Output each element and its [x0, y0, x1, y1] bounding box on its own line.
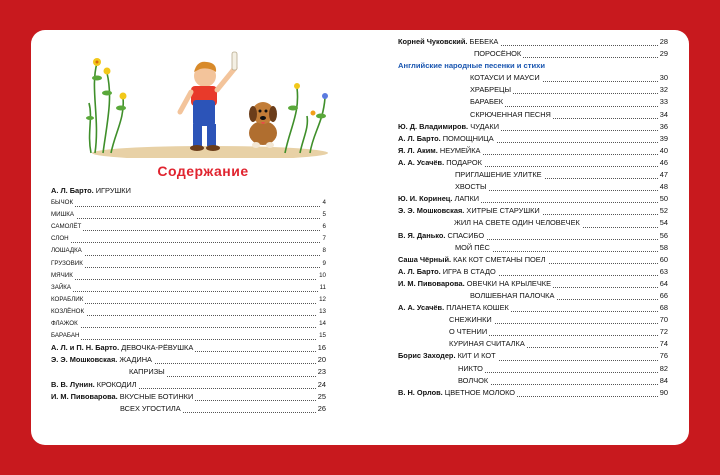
toc-page-number: 8 — [321, 245, 326, 257]
toc-title: ВОЛЧОК — [458, 375, 489, 385]
toc-page-number: 66 — [658, 290, 668, 302]
toc-page-number: 47 — [658, 169, 668, 181]
toc-page-number: 12 — [317, 294, 326, 306]
toc-title: ЦВЕТНОЕ МОЛОКО — [444, 387, 516, 397]
toc-title: БАРАБАН — [51, 332, 80, 340]
toc-title: ПОДАРОК — [446, 157, 482, 167]
toc-title: МОЙ ПЁС — [455, 242, 490, 252]
toc-author: И. М. Пивоварова. — [51, 391, 118, 401]
toc-title: БЫЧОК — [51, 199, 74, 207]
toc-title: КАПРИЗЫ — [129, 367, 165, 377]
toc-page-number: 15 — [317, 330, 326, 342]
toc-page-number: 7 — [321, 233, 326, 245]
toc-page-number: 32 — [658, 84, 668, 96]
toc-author: А. Л. и П. Н. Барто. — [51, 343, 120, 353]
toc-title: ОВЕЧКИ НА КРЫЛЕЧКЕ — [466, 278, 552, 288]
toc-title: КОТАУСИ И МАУСИ — [470, 73, 540, 83]
toc-author: И. М. Пивоварова. — [398, 278, 465, 288]
toc-title: О ЧТЕНИИ — [449, 327, 488, 337]
toc-entry-text — [120, 403, 183, 415]
toc-page-number: 34 — [658, 109, 668, 121]
toc-title: МЯЧИК — [51, 271, 73, 279]
toc-title: ПРИГЛАШЕНИЕ УЛИТКЕ — [455, 170, 542, 180]
toc-title: ПОРОСЁНОК — [474, 49, 522, 59]
toc-title: ГРУЗОВИК — [51, 259, 83, 267]
toc-section-heading: Английские народные песенки и стихи — [398, 61, 546, 71]
toc-author: Э. Э. Мошковская. — [51, 355, 118, 365]
page-title: Содержание — [157, 163, 249, 179]
toc-right-column — [398, 36, 668, 399]
toc-page-number: 29 — [658, 48, 668, 60]
toc-title: ИГРА В СТАДО — [442, 266, 496, 276]
toc-page-number: 72 — [658, 326, 668, 338]
toc-title: СПАСИБО — [447, 230, 485, 240]
toc-page-number: 50 — [658, 193, 668, 205]
toc-page-number: 56 — [658, 230, 668, 242]
toc-title: ХВОСТЫ — [455, 182, 487, 192]
toc-page-number: 14 — [317, 318, 326, 330]
toc-author: Саша Чёрный. — [398, 254, 452, 264]
toc-author: Борис Заходер. — [398, 351, 456, 361]
toc-page-number: 68 — [658, 302, 668, 314]
toc-page-number: 24 — [316, 379, 326, 391]
toc-title: ВСЕХ УГОСТИЛА — [120, 403, 181, 413]
toc-page-number: 28 — [658, 36, 668, 48]
toc-author: А. Л. Барто. — [51, 186, 94, 195]
toc-title: ХРАБРЕЦЫ — [470, 85, 512, 95]
toc-author: А. Л. Барто. — [398, 133, 441, 143]
boy-and-dog-illustration — [85, 38, 335, 158]
toc-page-number: 26 — [316, 403, 326, 415]
toc-entry-text — [398, 387, 517, 399]
toc-title: ПЛАНЕТА КОШЕК — [446, 303, 509, 313]
toc-author: В. Я. Данько. — [398, 230, 446, 240]
toc-title: КРОКОДИЛ — [96, 379, 137, 389]
toc-page-number: 84 — [658, 375, 668, 387]
toc-page-number: 90 — [658, 387, 668, 399]
toc-page-number: 4 — [321, 197, 326, 209]
toc-page-number: 52 — [658, 205, 668, 217]
toc-title: ДЕВОЧКА-РЁВУШКА — [121, 343, 194, 353]
toc-page-number: 10 — [317, 270, 326, 282]
toc-title: НИКТО — [458, 363, 483, 373]
toc-title: КУРИНАЯ СЧИТАЛКА — [449, 339, 525, 349]
toc-page-number: 63 — [658, 266, 668, 278]
toc-entry — [398, 48, 668, 60]
toc-page-number: 64 — [658, 278, 668, 290]
toc-title: КОРАБЛИК — [51, 295, 84, 303]
toc-page-number: 40 — [658, 145, 668, 157]
toc-page-number: 48 — [658, 181, 668, 193]
toc-title: КОЗЛЁНОК — [51, 307, 85, 315]
toc-title: МИШКА — [51, 211, 75, 219]
toc-page-number: 11 — [318, 282, 326, 294]
toc-page-number: 16 — [316, 342, 326, 354]
toc-page-number: 39 — [658, 133, 668, 145]
toc-entry-text — [474, 48, 523, 60]
toc-author: Ю. И. Коринец. — [398, 194, 453, 204]
toc-title: ВКУСНЫЕ БОТИНКИ — [119, 391, 194, 401]
toc-page-number: 36 — [658, 121, 668, 133]
toc-author: В. Н. Орлов. — [398, 387, 443, 397]
toc-page-number: 13 — [317, 306, 326, 318]
toc-author: Э. Э. Мошковская. — [398, 206, 465, 216]
toc-title: ЛАПКИ — [454, 194, 480, 204]
toc-title: СНЕЖИНКИ — [449, 315, 492, 325]
toc-title: БЕБЕКА — [469, 37, 499, 46]
toc-page-number: 30 — [658, 72, 668, 84]
toc-page-number: 76 — [658, 350, 668, 362]
toc-title: КАК КОТ СМЕТАНЫ ПОЕЛ — [453, 254, 546, 264]
toc-page-number: 25 — [316, 391, 326, 403]
toc-page-number: 20 — [316, 354, 326, 366]
toc-page-number: 82 — [658, 363, 668, 375]
toc-title: СКРЮЧЕННАЯ ПЕСНЯ — [470, 109, 551, 119]
toc-page-number: 60 — [658, 254, 668, 266]
toc-page-number: 70 — [658, 314, 668, 326]
toc-title: ХИТРЫЕ СТАРУШКИ — [466, 206, 540, 216]
toc-title: САМОЛЁТ — [51, 223, 82, 231]
toc-page-number: 33 — [658, 96, 668, 108]
toc-author: Я. Л. Аким. — [398, 145, 438, 155]
toc-author: А. Л. Барто. — [398, 266, 441, 276]
book-page — [31, 30, 689, 445]
toc-title: КИТ И КОТ — [457, 351, 496, 361]
toc-title: НЕУМЕЙКА — [439, 145, 481, 155]
toc-page-number: 46 — [658, 157, 668, 169]
toc-entry — [51, 403, 326, 415]
toc-title: ЖАДИНА — [119, 355, 152, 365]
toc-title: ВОЛШЕБНАЯ ПАЛОЧКА — [470, 290, 555, 300]
toc-title: СЛОН — [51, 235, 69, 243]
toc-author: В. В. Лунин. — [51, 379, 95, 389]
toc-title: ФЛАЖОК — [51, 320, 78, 328]
toc-page-number: 9 — [321, 258, 326, 270]
toc-author: Ю. Д. Владимиров. — [398, 121, 469, 131]
toc-author: Корней Чуковский. — [398, 37, 468, 46]
toc-page-number: 23 — [316, 366, 326, 378]
toc-title: ЖИЛ НА СВЕТЕ ОДИН ЧЕЛОВЕЧЕК — [454, 218, 580, 228]
toc-left-column — [51, 185, 326, 415]
toc-title: ПОМОЩНИЦА — [442, 133, 494, 143]
toc-author: А. А. Усачёв. — [398, 303, 445, 313]
toc-title: БАРАБЕК — [470, 97, 504, 107]
toc-title: ЧУДАКИ — [470, 121, 500, 131]
toc-author: А. А. Усачёв. — [398, 157, 445, 167]
toc-page-number: 6 — [321, 221, 326, 233]
toc-title: ЗАЙКА — [51, 283, 72, 291]
toc-page-number: 5 — [321, 209, 326, 221]
toc-title: ЛОШАДКА — [51, 247, 82, 255]
toc-page-number: 74 — [658, 338, 668, 350]
toc-entry — [398, 387, 668, 399]
toc-page-number: 54 — [658, 217, 668, 229]
toc-page-number: 58 — [658, 242, 668, 254]
toc-title: ИГРУШКИ — [95, 186, 131, 195]
